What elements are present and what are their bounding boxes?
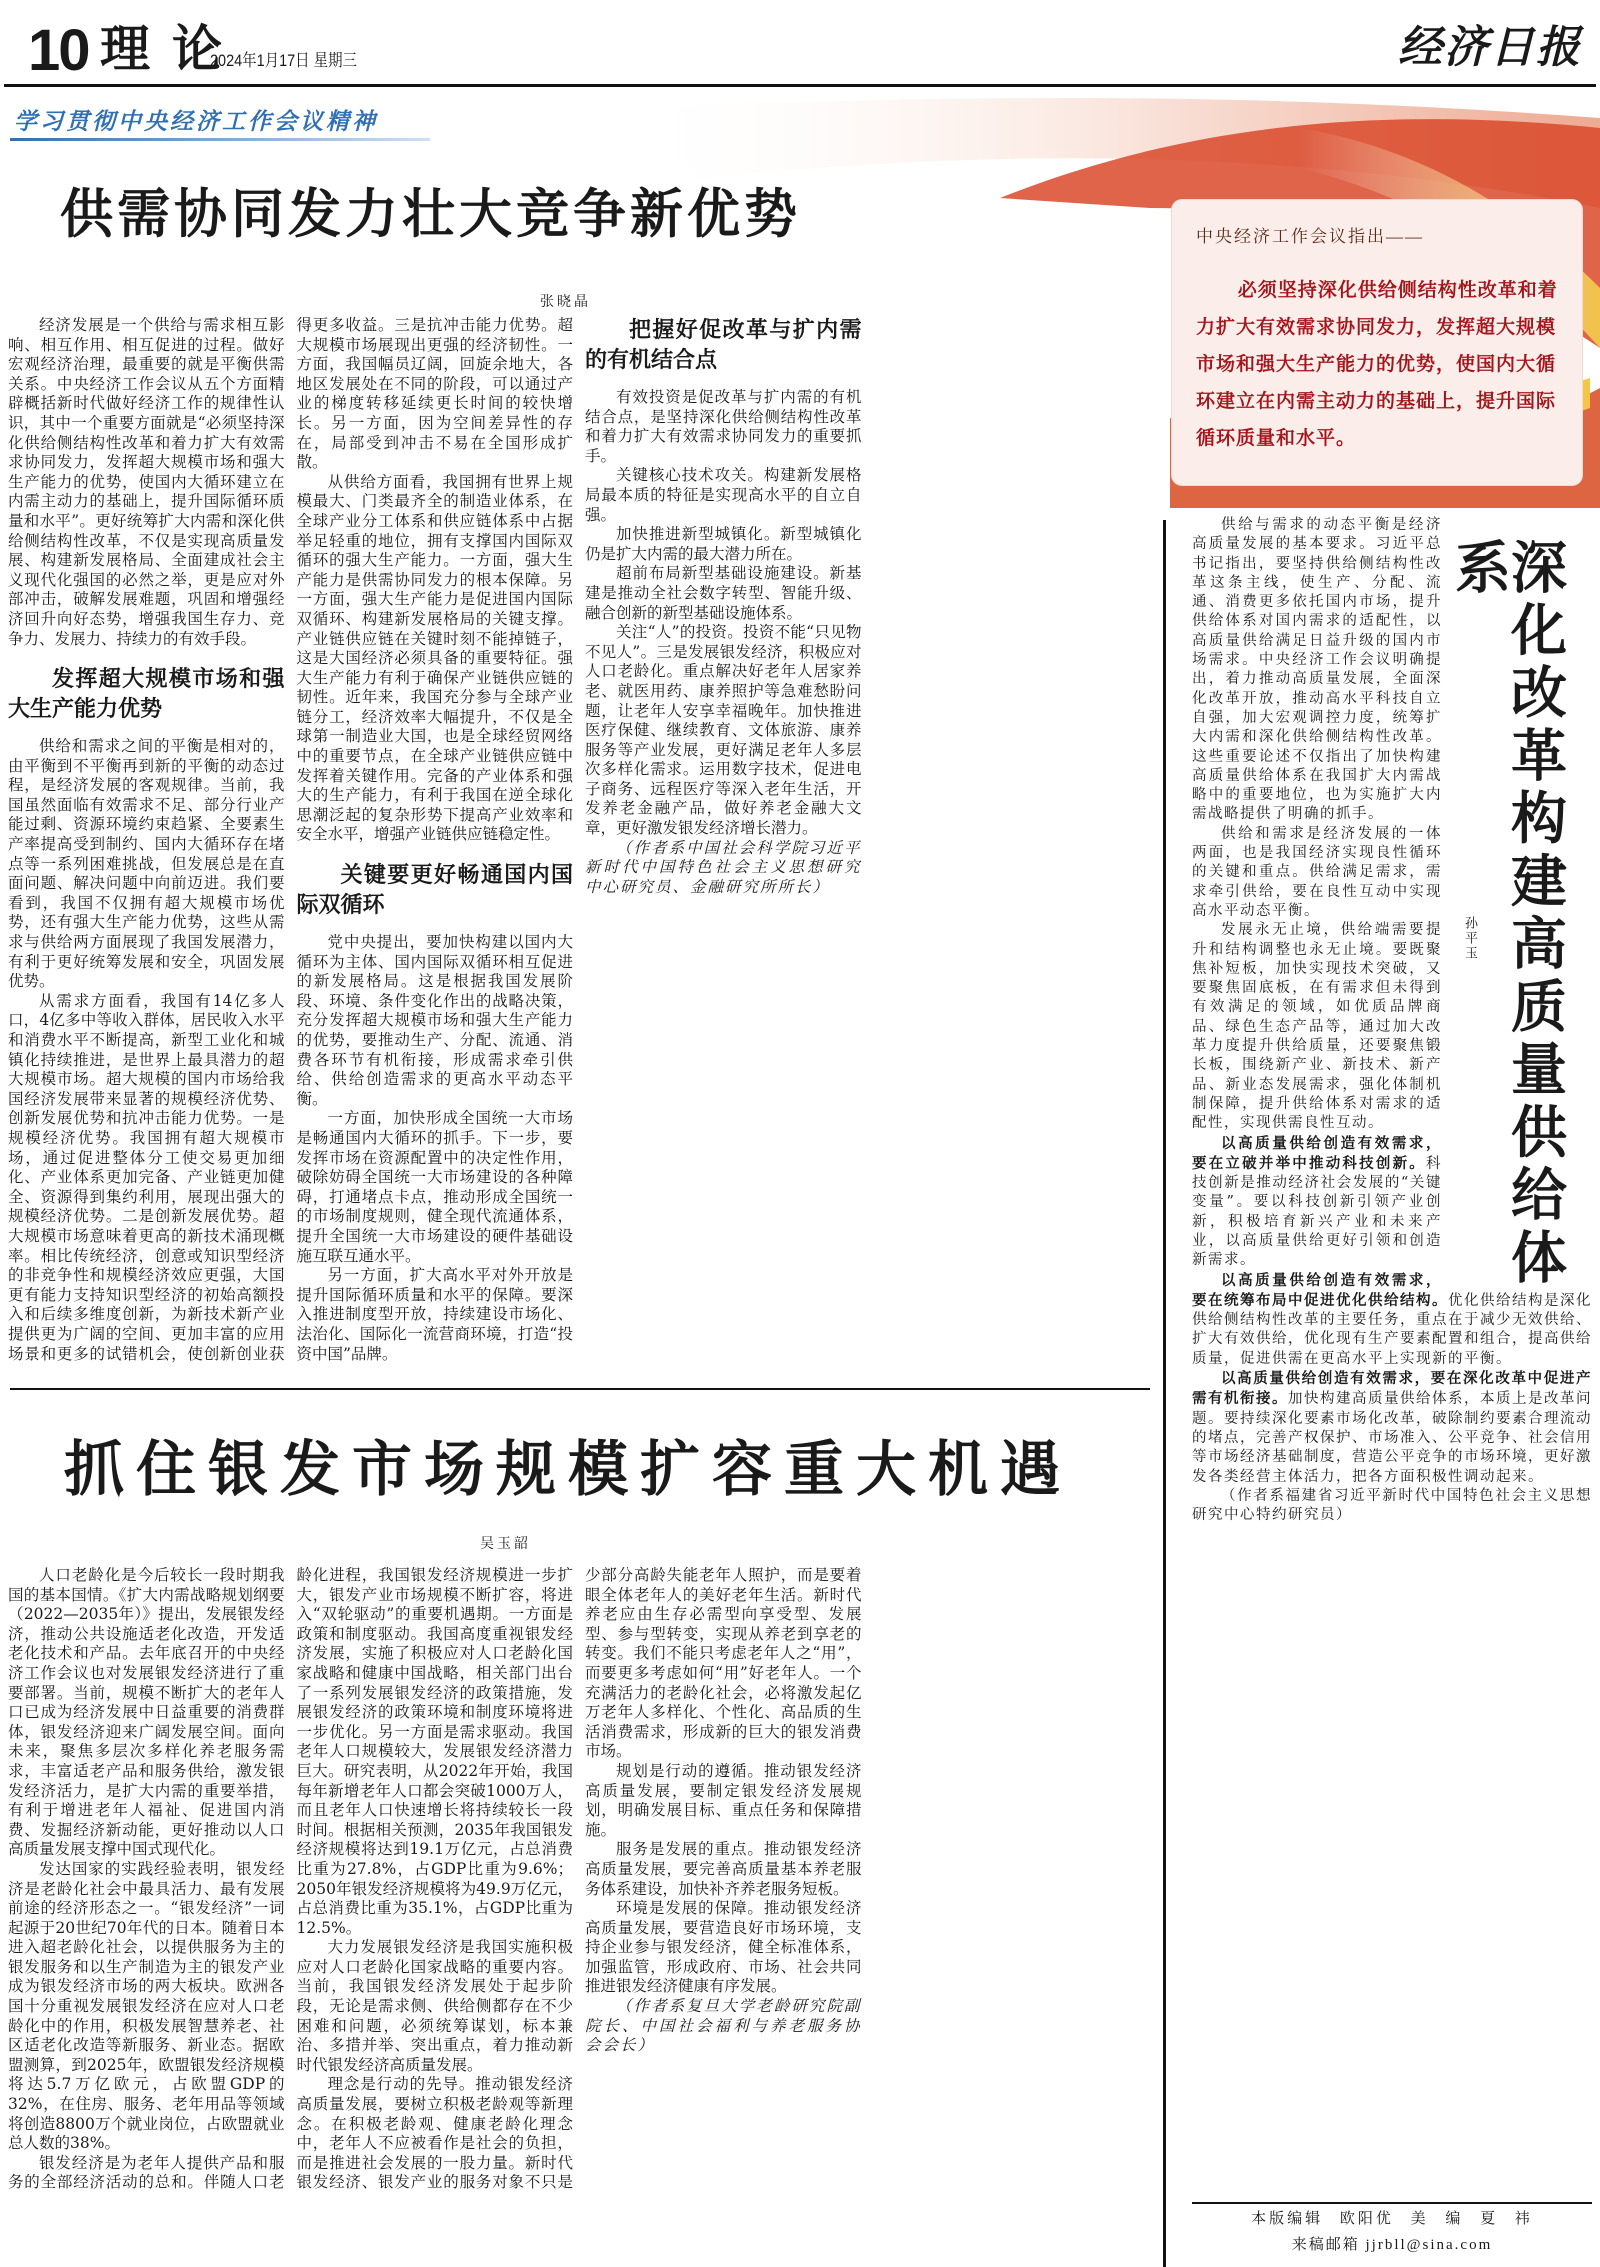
- paragraph: 关键核心技术攻关。构建新发展格局最本质的特征是实现高水平的自立自强。: [585, 466, 862, 524]
- paragraph-lead: 以高质量供给创造有效需求，要在深化改革中促进产需有机衔接。: [1192, 1370, 1592, 1408]
- article1-byline: 张晓晶: [540, 295, 591, 310]
- paragraph-text: （作者系福建省习近平新时代中国特色社会主义思想研究中心特约研究员）: [1192, 1487, 1592, 1524]
- article-divider: [10, 1388, 1150, 1390]
- paragraph: 人口老龄化是今后较长一段时期我国的基本国情。《扩大内需战略规划纲要（2022—2035年）》提出，发展银发经济，推动公共设施适老化改造，开发适老化技术和产品。去年底召开的中央经济工作会议也对发展银发经济进行了重要部署。当前，规模不断扩大的老年人口已成为经济发展中日益重要的消费群体，银发经济迎来广阔发展空间。面向未来，聚焦多层次多样化养老服务需求，丰富适老产品和服务供给，激发银发经济活力，是扩大内需的重要举措，有利于增进老年人福祉、促进国内消费、发掘经济新动能，更好推动以人口高质量发展支撑中国式现代化。: [8, 1566, 285, 1859]
- paragraph: 经济发展是一个供给与需求相互影响、相互作用、相互促进的过程。做好宏观经济治理，最重要的就是平衡供需关系。中央经济工作会议从五个方面精辟概括新时代做好经济工作的规律性认识，其中一个重要方面就是“必须坚持深化供给侧结构性改革和着力扩大有效需求协同发力，发挥超大规模市场和强大生产能力的优势，使国内大循环建立在内需主动力的基础上，提升国际循环质量和水平”。更好统筹扩大内需和深化供给侧结构性改革，不仅是实现高质量发展、构建新发展格局、全面建成社会主义现代化强国的必然之举，更是应对外部冲击，破解发展难题，巩固和增强经济回升向好态势，增强我国生存力、竞争力、发展力、持续力的有效手段。: [8, 316, 285, 648]
- paragraph: 大力发展银发经济是我国实施积极应对人口老龄化国家战略的重要内容。当前，我国银发经济发展处于起步阶段，无论是需求侧、供给侧都存在不少困难和问题，必须统筹谋划，标本兼治、多措并举、突出重点，着力推动新时代银发经济高质量发展。: [296, 1938, 573, 2074]
- paragraph: 一方面，加快形成全国统一大市场是畅通国内大循环的抓手。下一步，要发挥市场在资源配置中的决定性作用，破除妨碍全国统一大市场建设的各种障碍，打通堵点卡点，推动形成全国统一的市场制度规则，健全现代流通体系，提升全国统一大市场建设的硬件基础设施互联互通水平。: [296, 1109, 573, 1265]
- article2-byline: 吴玉韶: [480, 1537, 531, 1552]
- paragraph-text: 供给与需求的动态平衡是经济高质量发展的基本要求。习近平总书记指出，要坚持供给侧结构性改革这条主线，使生产、分配、流通、消费更多依托国内市场，提升供给体系对国内需求的适配性，以高质量供给满足日益升级的国内市场需求。中央经济工作会议明确提出，着力推动高质量发展，全面深化改革开放，推动高水平科技自立自强，加大宏观调控力度，统筹扩大内需和深化供给侧结构性改革。这些重要论述不仅指出了加快构建高质量供给体系在我国扩大内需战略中的重要地位，也为实施扩大内需战略提供了明确的抓手。: [1192, 517, 1442, 823]
- paragraph: 规划是行动的遵循。推动银发经济高质量发展，要制定银发经济发展规划，明确发展目标、重点任务和保障措施。: [585, 1761, 862, 1839]
- section-subheading: 把握好促改革与扩内需的有机结合点: [585, 318, 862, 373]
- paragraph-text: 科技创新是推动经济社会发展的“关键变量”。要以科技创新引领产业创新，积极培育新兴产业和未来产业，以高质量供给更好引领和创造新需求。: [1192, 1155, 1442, 1269]
- paragraph-lead: 以高质量供给创造有效需求，要在立破并举中推动科技创新。: [1192, 1134, 1442, 1172]
- tagline-underline: [10, 138, 430, 141]
- paragraph: 服务是发展的重点。推动银发经济高质量发展，要完善高质量基本养老服务体系建设，加快补齐养老服务短板。: [585, 1840, 862, 1898]
- paragraph: 从需求方面看，我国有14亿多人口，4亿多中等收入群体，居民收入水平和消费水平不断提高，新型工业化和城镇化持续推进，是世界上最具潜力的超大规模市场。超大规模的国内市场给我国经济发展带来显著的规模经济优势、创新发展优势和抗冲击能力优势。一是规模经济优势。我国拥有超大规模市场，通过促进整体分工使交易更加细化、产业体系更加完备、产业链更加健全、资源得到集约利用，展现出强大的规模经济优势。二是创新发展优势。超大规模市场意味着更高的新技术涌现概率。相比传统经济，创意或知识型经济的非竞争性和规模经济效应更强，大国更有能力支持知识型经济的初始高额投入和后续多维度创新，为新技术新产业提供更为广阔的空间、更加丰富的应用场景和更多的试错机会，使创新创业获得更多收益。三是抗冲击能力优势。超大规模市场展现出更强的经济韧性。一方面，我国幅员辽阔，回旋余地大，各地区发展处在不同的阶段，可以通过产业的梯度转移延续更长时间的较快增长。另一方面，因为空间差异性的存在，局部受到冲击不易在全国形成扩散。: [8, 316, 573, 1363]
- article3-title-block: [1442, 516, 1592, 1286]
- section-subheading: 发挥超大规模市场和强大生产能力优势: [8, 667, 285, 723]
- column-divider: [1163, 520, 1166, 2267]
- article3-headline: 深化改革构建高质量供给体系: [1446, 538, 1567, 1286]
- article2-headline: 抓住银发市场规模扩容重大机遇: [64, 1435, 1072, 1505]
- paragraph: 另一方面，扩大高水平对外开放是提升国际循环质量和水平的保障。要深入推进制度型开放，持续建设市场化、法治化、国际化一流营商环境，打造“投资中国”品牌。: [296, 1266, 573, 1363]
- paragraph: 加快推进新型城镇化。新型城镇化仍是扩大内需的最大潜力所在。: [585, 525, 862, 563]
- article3-byline: 孙平玉: [1463, 916, 1478, 961]
- paragraph: [1192, 1487, 1592, 1526]
- paragraph: 关注“人”的投资。投资不能“只见物不见人”。三是发展银发经济，积极应对人口老龄化。重点解决好老年人居家养老、就医用药、康养照护等急难愁盼问题，让老年人安享幸福晚年。加快推进医疗保健、继续教育、文体旅游、康养服务等产业发展，更好满足老年人多层次多样化需求。运用数字技术，促进电子商务、远程医疗等深入老年生活，开发养老金融产品，做好养老金融大文章，更好激发银发经济增长潜力。: [585, 623, 862, 838]
- page-number: 10: [28, 18, 89, 83]
- paragraph: [1192, 1369, 1592, 1487]
- paragraph: 理念是行动的先导。推动银发经济高质量发展，要树立积极老龄观等新理念。在积极老龄观、健康老龄化理念中，老年人不应被看作是社会的负担，而是推进社会发展的一股力量。新时代银发经济、银发产业的服务对象不只是少部分高龄失能老年人照护，而是要着眼全体老年人的美好老年生活。新时代养老应由生存必需型向享受型、发展型、参与型转变，实现从养老到享老的转变。我们不能只考虑老年人之“用”，而要更多考虑如何“用”好老年人。一个充满活力的老龄化社会，必将激发起亿万老年人多样化、个性化、高品质的生活消费需求，形成新的巨大的银发消费市场。: [296, 1566, 862, 2192]
- paragraph-text: 加快构建高质量供给体系，本质上是改革问题。要持续深化要素市场化改革，破除制约要素合理流动的堵点，完善产权保护、市场准入、公平竞争、社会信用等市场经济基础制度，营造公平竞争的市场环境，更好激发各类经营主体活力，把各方面积极性调动起来。: [1192, 1391, 1592, 1485]
- paragraph: 发达国家的实践经验表明，银发经济是老龄化社会中最具活力、最有发展前途的经济形态之一。“银发经济”一词起源于20世纪70年代的日本。随着日本进入超老龄化社会，以提供服务为主的银发服务和以生产制造为主的银发产业成为银发经济市场的两大板块。欧洲各国十分重视发展银发经济在应对人口老龄化中的作用，积极发展智慧养老、社区适老化改造等新服务、新业态。据欧盟测算，到2025年，欧盟银发经济规模将达5.7万亿欧元，占欧盟GDP的32%，在住房、服务、老年用品等领域将创造8800万个就业岗位，占欧盟就业总人数的38%。: [8, 1859, 285, 2153]
- column-tagline: 学习贯彻中央经济工作会议精神: [14, 108, 378, 135]
- paragraph-text: 供给和需求是经济发展的一体两面，也是我国经济实现良性循环的关键和重点。供给满足需求，需求牵引供给，要在良性互动中实现高水平动态平衡。: [1192, 825, 1442, 919]
- footer-divider: [1192, 2202, 1592, 2204]
- paragraph-lead: 以高质量供给创造有效需求，要在统筹布局中促进优化供给结构。: [1192, 1271, 1448, 1309]
- callout-lead: 中央经济工作会议指出——: [1196, 227, 1424, 246]
- paragraph: 有效投资是促改革与扩内需的有机结合点，是坚持深化供给侧结构性改革和着力扩大有效需求协同发力的重要抓手。: [585, 388, 862, 465]
- paragraph: 银发经济是为老年人提供产品和服务的全部经济活动的总和。伴随人口老龄化进程，我国银发经济规模进一步扩大，银发产业市场规模不断扩容，将进入“双轮驱动”的重要机遇期。一方面是政策和制度驱动。我国高度重视银发经济发展，实施了积极应对人口老龄化国家战略和健康中国战略，相关部门出台了一系列发展银发经济的政策措施，发展银发经济的政策环境和制度环境将进一步优化。另一方面是需求驱动。我国老年人口规模较大，发展银发经济潜力巨大。研究表明，从2022年开始，我国每年新增老年人口都会突破1000万人，而且老年人口快速增长将持续较长一段时间。根据相关预测，2035年我国银发经济规模将达到19.1万亿元，占总消费比重为27.8%，占GDP比重为9.6%；2050年银发经济规模将为49.9万亿元，占总消费比重为35.1%，占GDP比重为12.5%。: [8, 1566, 573, 2192]
- section-subheading: 关键要更好畅通国内国际双循环: [296, 863, 573, 919]
- author-note: （作者系复旦大学老龄研究院副院长、中国社会福利与养老服务协会会长）: [585, 1997, 862, 2055]
- paragraph: 供给和需求之间的平衡是相对的，由平衡到不平衡再到新的平衡的动态过程，是经济发展的客观规律。当前，我国虽然面临有效需求不足、部分行业产能过剩、资源环境约束趋紧、全要素生产率提高受到制约、国内大循环存在堵点等一系列困难挑战，但发展总是在直面问题、解决问题中向前迈进。我们要看到，我国不仅拥有超大规模市场优势，还有强大生产能力优势，这些从需求与供给两方面展现了我国发展潜力，有利于更好统筹发展和安全，巩固发展优势。: [8, 737, 285, 991]
- article1-body: [8, 316, 1150, 1380]
- paragraph: 环境是发展的保障。推动银发经济高质量发展，要营造良好市场环境，支持企业参与银发经济，健全标准体系，加强监管，形成政府、市场、社会共同推进银发经济健康有序发展。: [585, 1899, 862, 1996]
- editor-credits: 本版编辑 欧阳优 美 编 夏 祎: [1251, 2211, 1533, 2227]
- header-divider: [4, 84, 1596, 87]
- paragraph-text: 发展永无止境，供给端需要提升和结构调整也永无止境。要既聚焦补短板，加快实现技术突破，又要聚焦固底板，在有需求但未得到有效满足的领域，如优质品牌商品、绿色生态产品等，通过加大改革力度提升供给质量，还要聚焦锻长板，围绕新产业、新技术、新产品、新业态发展需求，强化体制机制保障，提升供给体系对需求的适配性，实现供需良性互动。: [1192, 922, 1442, 1132]
- paragraph-text: 优化供给结构是深化供给侧结构性改革的主要任务，重点在于减少无效供给、扩大有效供给，优化现有生产要素配置和组合，提高供给质量，促进供需在更高水平上实现新的平衡。: [1192, 1292, 1592, 1367]
- section-name: 理论: [100, 19, 244, 78]
- article2-body: [8, 1566, 1150, 2206]
- article1-headline: 供需协同发力壮大竞争新优势: [60, 184, 801, 245]
- newspaper-masthead-logo: 经济日报: [1398, 22, 1582, 73]
- paragraph: 超前布局新型基础设施建设。新基建是推动全社会数字转型、智能升级、融合创新的新型基础设施体系。: [585, 564, 862, 622]
- paragraph: 从供给方面看，我国拥有世界上规模最大、门类最齐全的制造业体系，在全球产业分工体系和供应链体系中占据举足轻重的地位，拥有支撑国内国际双循环的强大生产能力。一方面，强大生产能力是供需协同发力的根本保障。另一方面，强大生产能力是促进国内国际双循环、构建新发展格局的关键支撑。产业链供应链在关键时刻不能掉链子，这是大国经济必须具备的重要特征。强大生产能力有利于确保产业链供应链的韧性。近年来，我国充分参与全球产业链分工，经济效率大幅提升，不仅是全球第一制造业大国，也是全球经贸网络中的重要节点，在全球产业链供应链中发挥着关键作用。完备的产业体系和强大的生产能力，有利于我国在逆全球化思潮泛起的复杂形势下提高产业效率和安全水平，增强产业链供应链稳定性。: [296, 472, 573, 844]
- author-note: （作者系中国社会科学院习近平新时代中国特色社会主义思想研究中心研究员、金融研究所所长）: [585, 838, 862, 896]
- submission-email: 来稿邮箱 jjrbll@sina.com: [1291, 2237, 1493, 2253]
- article3: [1192, 516, 1592, 2176]
- paragraph: 党中央提出，要加快构建以国内大循环为主体、国内国际双循环相互促进的新发展格局。这是根据我国发展阶段、环境、条件变化作出的战略决策，充分发挥超大规模市场和强大生产能力的优势，要推动生产、分配、流通、消费各环节有机衔接，形成需求牵引供给、供给创造需求的更高水平动态平衡。: [296, 933, 573, 1108]
- issue-date: 2024年1月17日 星期三: [210, 51, 357, 70]
- callout-quote: 必须坚持深化供给侧结构性改革和着力扩大有效需求协同发力，发挥超大规模市场和强大生产能力的优势，使国内大循环建立在内需主动力的基础上，提升国际循环质量和水平。: [1196, 279, 1558, 449]
